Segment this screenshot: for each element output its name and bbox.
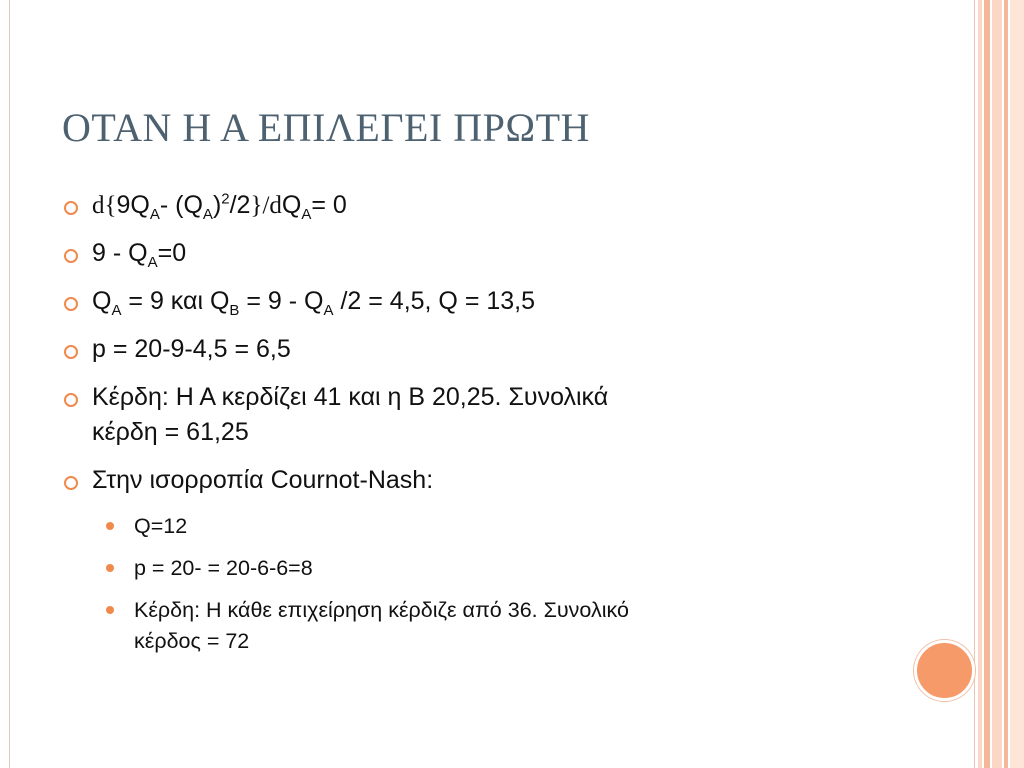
math-text: d{	[92, 192, 117, 219]
sub-bullet-text: κέρδος = 72	[134, 629, 250, 653]
math-text: /2 = 4,5, Q = 13,5	[333, 287, 536, 315]
sub-bullet-text: Κέρδη: Η κάθε επιχείρηση κέρδιζε από 36. Συνολικό	[134, 598, 629, 622]
decorative-stripes	[978, 0, 1024, 768]
subscript: A	[149, 206, 160, 223]
ring-bullet-icon	[64, 249, 78, 263]
bullet-item	[64, 188, 894, 223]
math-text: - (Q	[159, 191, 203, 219]
superscript: 2	[221, 190, 230, 208]
dot-bullet-icon	[106, 606, 114, 614]
ring-bullet-icon	[64, 297, 78, 311]
decorative-circle	[914, 640, 975, 701]
math-text: /2	[229, 191, 251, 219]
bullet-item	[64, 332, 894, 367]
bullet-text: Κέρδη: Η Α κερδίζει 41 και η Β 20,25. Συνολικά	[92, 383, 609, 411]
subscript: A	[202, 206, 213, 223]
math-text: )	[212, 191, 222, 219]
dot-bullet-icon	[106, 522, 114, 530]
bullet-text: p = 20-9-4,5 = 6,5	[92, 335, 291, 363]
sub-bullet-text: Q=12	[134, 514, 188, 538]
subscript: A	[323, 302, 334, 319]
math-text: Q	[92, 287, 112, 315]
math-text: 9 - Q	[92, 239, 148, 267]
bullet-item	[64, 463, 894, 498]
math-text: 9Q	[116, 191, 150, 219]
subscript: A	[147, 254, 158, 271]
ring-bullet-icon	[64, 393, 78, 407]
slide-title: ΟΤΑΝ Η Α ΕΠΙΛΕΓΕΙ ΠΡΩΤΗ	[62, 105, 590, 150]
bullet-text: κέρδη = 61,25	[92, 418, 249, 446]
ring-bullet-icon	[64, 201, 78, 215]
math-text: }/d	[250, 192, 282, 219]
bullet-item	[64, 284, 894, 319]
math-text: = 9 - Q	[239, 287, 324, 315]
math-text: =0	[157, 239, 187, 267]
stripe	[984, 0, 990, 768]
dot-bullet-icon	[106, 564, 114, 572]
stripe	[992, 0, 1002, 768]
bullet-list	[64, 188, 894, 668]
sub-bullet-item	[106, 595, 894, 657]
math-text: = 0	[311, 191, 347, 219]
subscript: A	[301, 206, 312, 223]
stripe	[978, 0, 982, 768]
sub-bullet-item	[106, 553, 894, 584]
ring-bullet-icon	[64, 345, 78, 359]
stripe	[1010, 0, 1024, 768]
subscript: B	[229, 302, 240, 319]
sub-bullet-item	[106, 511, 894, 542]
ring-bullet-icon	[64, 476, 78, 490]
bullet-item	[64, 380, 894, 450]
sub-bullet-text: p = 20- = 20-6-6=8	[134, 556, 313, 580]
bullet-text: Στην ισορροπία Cournot-Nash:	[92, 466, 434, 494]
math-text: Q	[281, 191, 302, 219]
stripe	[1004, 0, 1008, 768]
math-text: = 9 και Q	[121, 287, 230, 315]
subscript: A	[111, 302, 122, 319]
bullet-item	[64, 236, 894, 271]
